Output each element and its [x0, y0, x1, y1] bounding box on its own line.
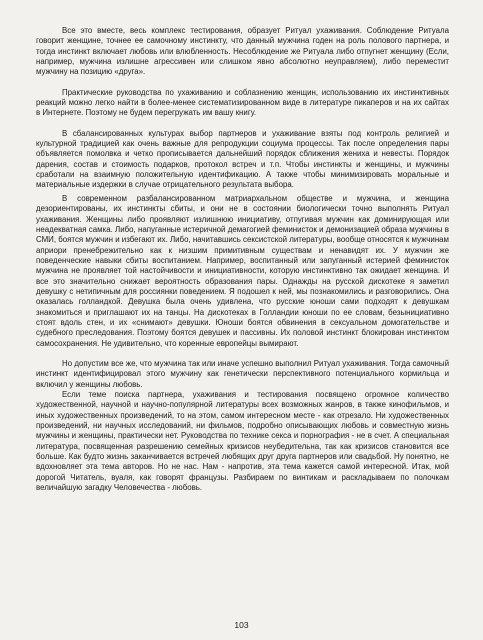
paragraph: В сбалансированных культурах выбор партнеров и ухаживание взяты под контроль религией и культурной традицией как очень важные для репродукции социума процессы. Так после определения пары объявляется помолвка и четко прописывается дальнейший порядок сближения жениха и невесты. Порядок дарения, состав и стоимость подарков, протокол встреч и т.п. Чтобы инстинкты и женщины, и мужчины сработали на взаимную положительную идентификацию. А также чтобы минимизировать моральные и материальные издержки в случае отрицательного результата выбора. — [36, 128, 449, 190]
paragraph: Практические руководства по ухаживанию и соблазнению женщин, использованию их инстинктивных реакций можно легко найти в более-менее систематизированном виде в литературе пикаперов и на их сайтах в Интернете. Поэтому не будем перегружать им вашу книгу. — [36, 87, 449, 118]
paragraph: Но допустим все же, что мужчина так или иначе успешно выполнил Ритуал ухаживания. Тогда самочный инстинкт идентифицировал этого мужчину как генетически перспективного потенциального кормильца и включил у женщины любовь. — [36, 358, 449, 389]
page-number: 103 — [234, 620, 249, 630]
paragraph: Если теме поиска партнера, ухаживания и тестирования посвящено огромное количество художественной, научной и научно-популярной литературы всех возможных жанров, в также кинофильмов, и иных художественных произведений, то на этом, самом интересном месте - как отрезало. Ни художественных произведений, ни научных исследований, ни фильмов, подробно описывающих любовь и совместную жизнь мужчины и женщины, практически нет. Руководства по технике секса и порнография - не в счет. А специальная литература, посвященная разрешению семейных кризисов неубедительна, так как кризисов становится все больше. Как будто жизнь заканчивается встречей любящих друг друга партнеров или свадьбой. Ну понятно, не вдохновляет эта тема авторов. Но не нас. Нам - напротив, эта тема кажется самой интересной. Итак, мой дорогой Читатель, вуаля, как говорят французы. Разбираем по винтикам и раскладываем по полочкам величайшую загадку Человечества - любовь. — [36, 390, 449, 493]
paragraph: Все это вместе, весь комплекс тестирования, образует Ритуал ухаживания. Соблюдение Ритуала говорит женщине, точнее ее самочному инстинкту, что данный мужчина годен на роль полового партнера, и тогда инстинкт включает любовь или влюбленность. Несоблюдение же Ритуала либо отпугнет женщину (Если, например, мужчина излишне агрессивен или слишком явно абсолютно неуправляем), либо переместит мужчину на позицию «друга». — [36, 26, 449, 77]
page-text — [36, 26, 449, 626]
paragraph: В современном разбалансированном матриархальном обществе и мужчина, и женщина дезориентированы, их инстинкты сбиты, и они не в состоянии биологически точно выполнять Ритуал ухаживания. Женщины либо проявляют излишнюю инициативу, отпугивая мужчин как доминирующая или неадекватная самка. Либо, напуганные истеричной демагогией феминисток и демонизацией образа мужчины в СМИ, боятся мужчин и избегают их. Либо, начитавшись сексистской литературы, вообще относятся к мужчинам априори пренебрежительно как к низшим примитивным существам и ненавидят их. У мужчин же поведенческие навыки сбиты воспитанием. Например, воспитанный или запуганный истерией феминисток мужчина не проявляет той настойчивости и инициативности, которую инстинктивно так ожидает женщина. И все это значительно снижает вероятность образования пары. Однажды на русской дискотеке я заметил девушку с нетипичным для россиянки поведением. Я подошел к ней, мы познакомились и разговорились. Она оказалась голландкой. Девушка была очень удивлена, что русские юноши сами подходят к девушкам знакомиться и приглашают их на танцы. На дискотеках в Голландии юноши по ее словам, безынициативно стоят вдоль стен, и их «снимают» девушки. Юноши боятся обвинения в сексуальном домогательстве и судебного преследования. Поэтому боятся девушек и пассивны. Их половой инстинкт блокирован инстинктом самосохранения. Не удивительно, что коренные европейцы вымирают. — [36, 193, 449, 348]
